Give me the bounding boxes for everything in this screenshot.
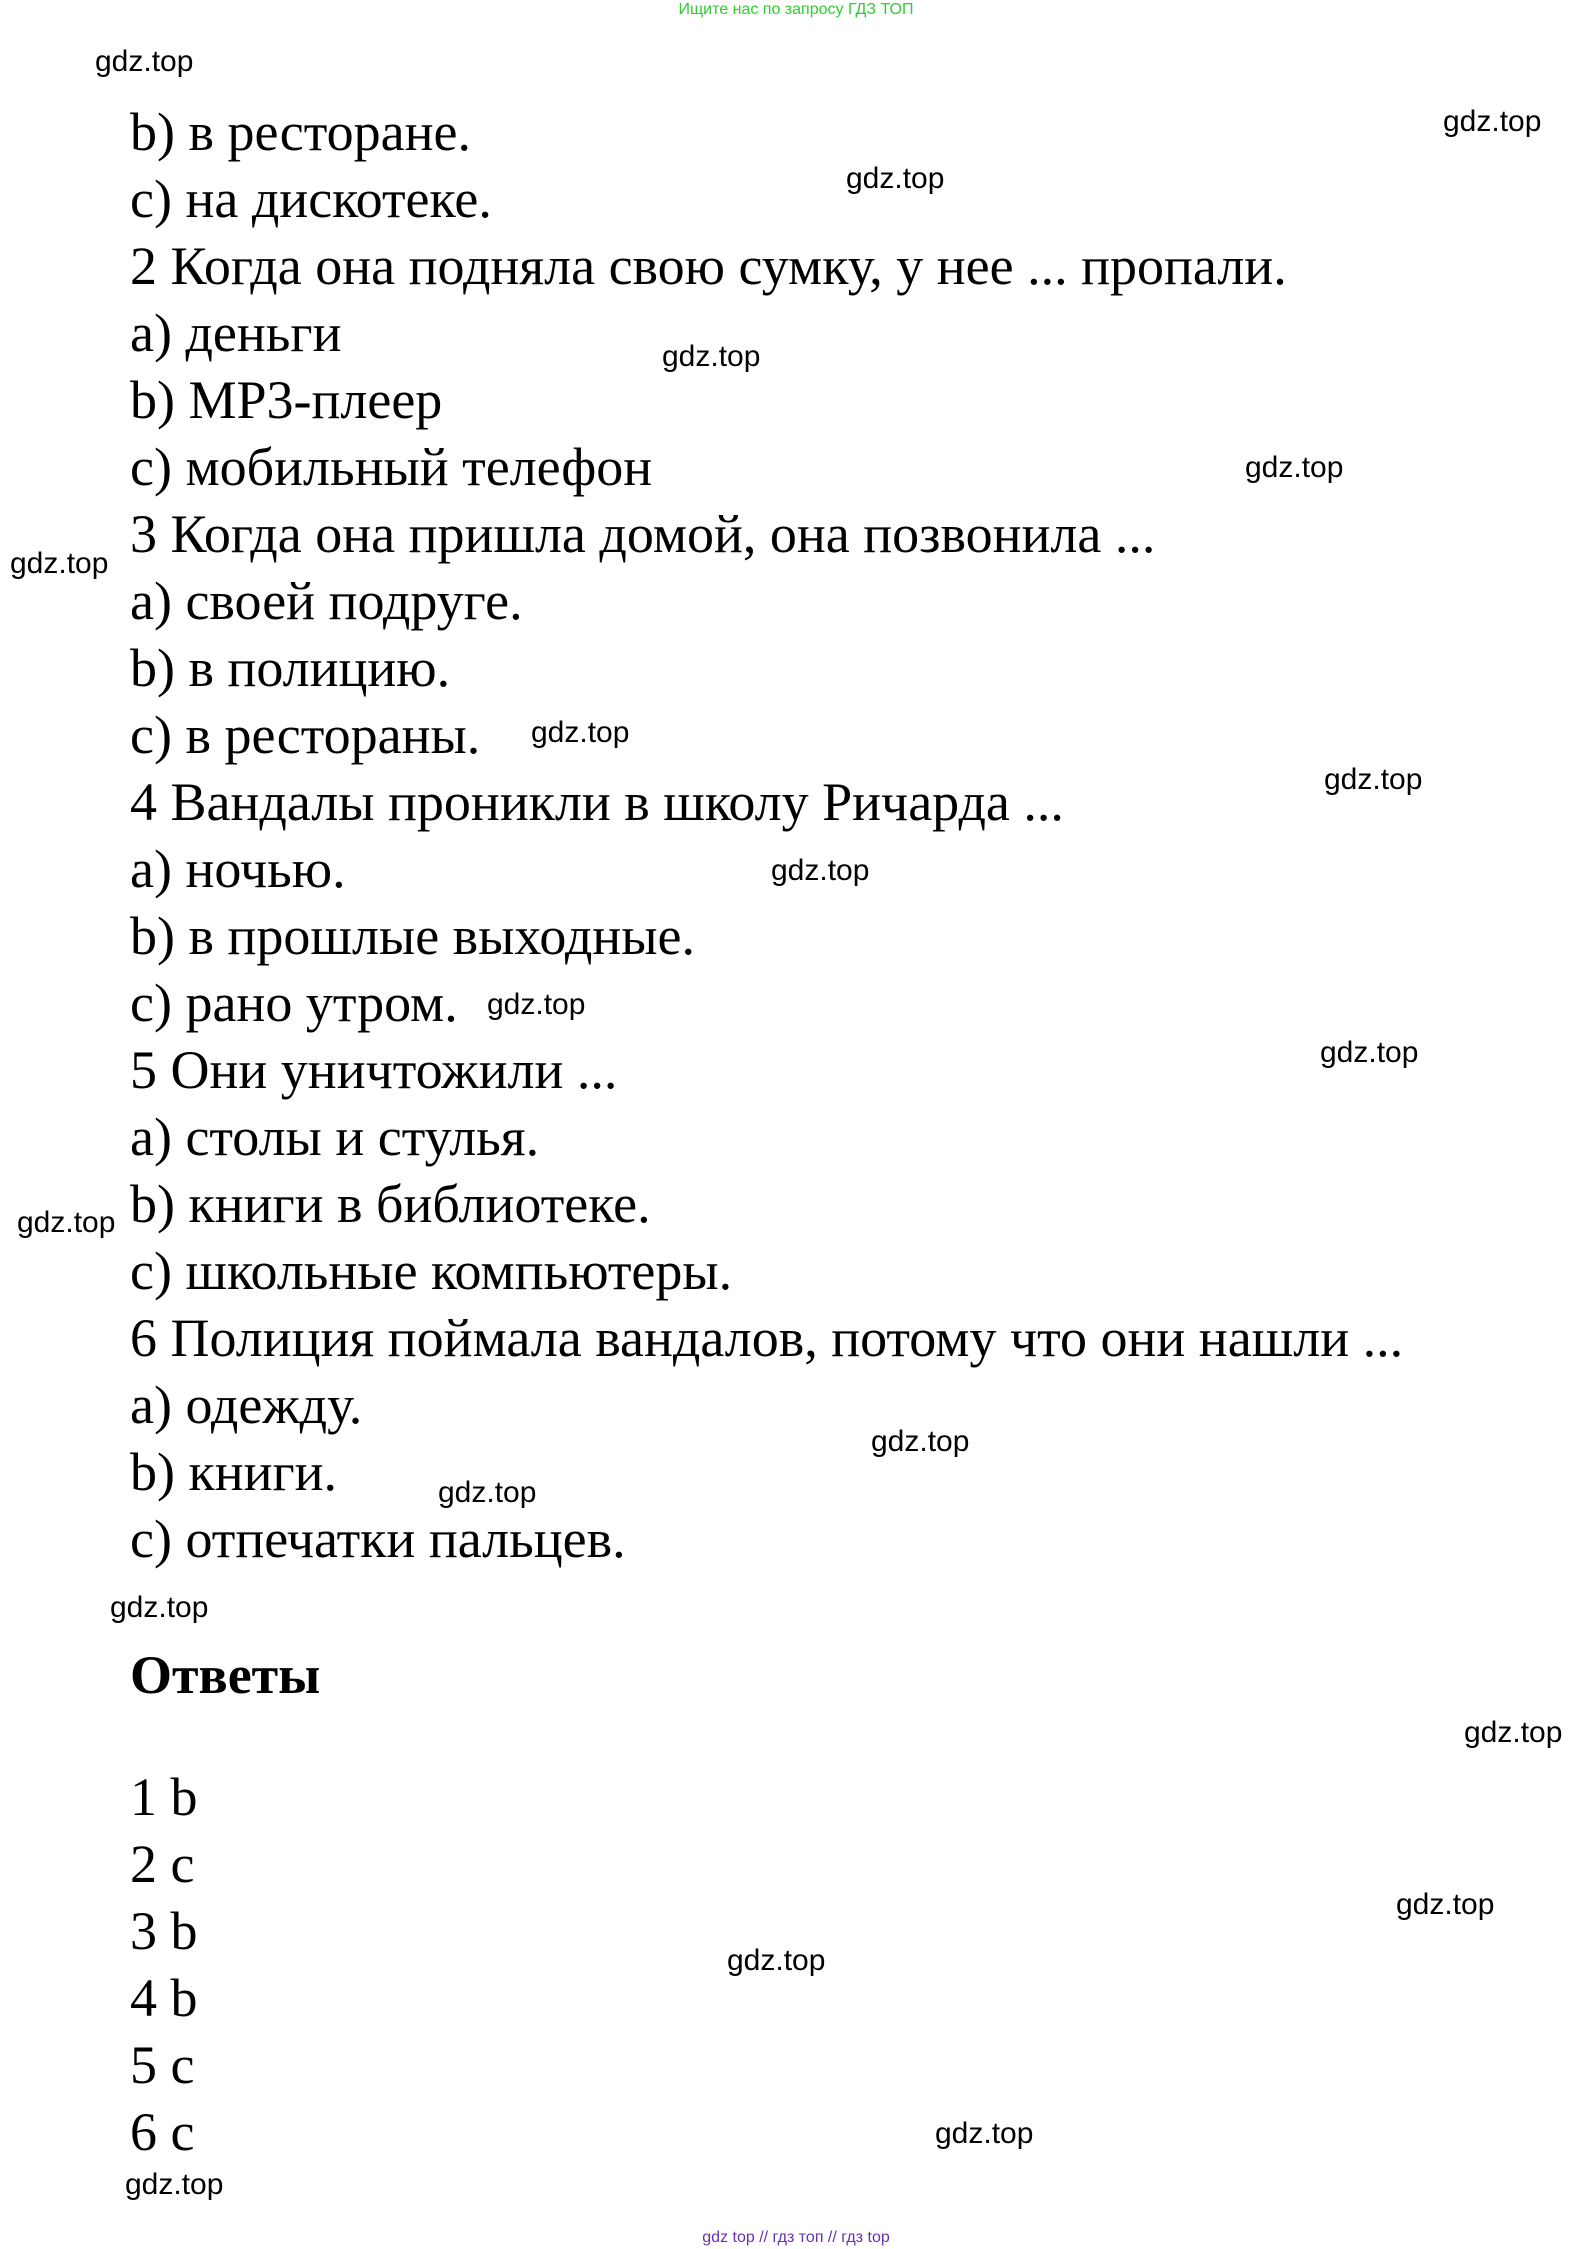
q2-text: 2 Когда она подняла свою сумку, у нее ... пропали.: [130, 236, 1287, 296]
q3-text: 3 Когда она пришла домой, она позвонила ...: [130, 504, 1156, 564]
answers-title: Ответы: [130, 1645, 321, 1705]
watermark: gdz.top: [17, 1206, 116, 1239]
answer-item: 3 b: [130, 1901, 198, 1961]
watermark: gdz.top: [95, 45, 194, 78]
answer-item: 6 c: [130, 2102, 195, 2162]
watermark: gdz.top: [1396, 1888, 1495, 1921]
q2-option-b: b) MP3-плеер: [130, 370, 443, 430]
top-banner: Ищите нас по запросу ГДЗ ТОП: [678, 1, 914, 18]
watermark: gdz.top: [487, 988, 586, 1021]
watermark: gdz.top: [662, 340, 761, 373]
watermark: gdz.top: [10, 547, 109, 580]
q5-option-c: c) школьные компьютеры.: [130, 1241, 733, 1301]
watermark: gdz.top: [110, 1591, 209, 1624]
q4-option-b: b) в прошлые выходные.: [130, 906, 695, 966]
watermark: gdz.top: [871, 1425, 970, 1458]
q6-option-a: a) одежду.: [130, 1375, 363, 1435]
bottom-banner: gdz top // гдз топ // гдз top: [702, 2229, 890, 2246]
watermark: gdz.top: [531, 716, 630, 749]
watermark: gdz.top: [1443, 105, 1542, 138]
q5-option-b: b) книги в библиотеке.: [130, 1174, 651, 1234]
q6-option-c: c) отпечатки пальцев.: [130, 1509, 626, 1569]
q5-text: 5 Они уничтожили ...: [130, 1040, 618, 1100]
watermark: gdz.top: [935, 2117, 1034, 2150]
watermark: gdz.top: [846, 162, 945, 195]
q6-text: 6 Полиция поймала вандалов, потому что они нашли ...: [130, 1308, 1404, 1368]
q2-option-c: c) мобильный телефон: [130, 437, 653, 497]
q6-option-b: b) книги.: [130, 1442, 338, 1502]
watermark: gdz.top: [438, 1476, 537, 1509]
q4-option-a: a) ночью.: [130, 839, 346, 899]
q2-option-a: a) деньги: [130, 303, 342, 363]
watermark: gdz.top: [125, 2168, 224, 2201]
watermark: gdz.top: [727, 1944, 826, 1977]
q4-text: 4 Вандалы проникли в школу Ричарда ...: [130, 772, 1064, 832]
watermark: gdz.top: [1245, 451, 1344, 484]
q1-option-b: b) в ресторане.: [130, 102, 471, 162]
q4-option-c: c) рано утром.: [130, 973, 458, 1033]
q3-option-a: a) своей подруге.: [130, 571, 523, 631]
watermark: gdz.top: [771, 854, 870, 887]
answer-item: 5 c: [130, 2035, 195, 2095]
q5-option-a: a) столы и стулья.: [130, 1107, 540, 1167]
q3-option-c: c) в рестораны.: [130, 705, 481, 765]
watermark: gdz.top: [1464, 1716, 1563, 1749]
watermark: gdz.top: [1320, 1036, 1419, 1069]
watermark: gdz.top: [1324, 763, 1423, 796]
q1-option-c: c) на дискотеке.: [130, 169, 492, 229]
answer-item: 1 b: [130, 1767, 198, 1827]
q3-option-b: b) в полицию.: [130, 638, 451, 698]
answer-item: 4 b: [130, 1968, 198, 2028]
answer-item: 2 c: [130, 1834, 195, 1894]
